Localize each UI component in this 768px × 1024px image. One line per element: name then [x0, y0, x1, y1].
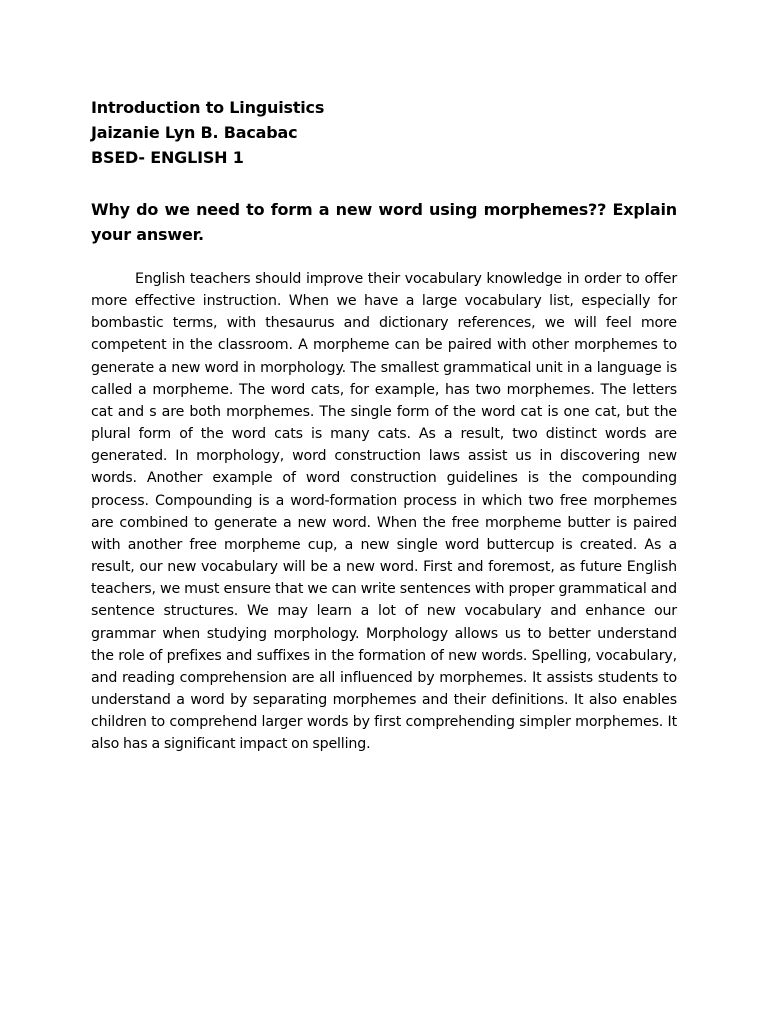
essay-answer: English teachers should improve their vocabulary knowledge in order to offer more effective instruction. When we have a large vocabulary list, especially for bombastic terms, with thesaurus and dictionary references, we will feel more competent in the classroom. A morpheme can be paired with other morphemes to generate a new word in morphology. The smallest grammatical unit in a language is called a morpheme. The word cats, for example, has two morphemes. The letters cat and s are both morphemes. The single form of the word cat is one cat, but the plural form of the word cats is many cats. As a result, two distinct words are generated. In morphology, word construction laws assist us in discovering new words. Another example of word construction guidelines is the compounding process. Compounding is a word-formation process in which two free morphemes are combined to generate a new word. When the free morpheme butter is paired with another free morpheme cup, a new single word buttercup is created. As a result, our new vocabulary will be a new word. First and foremost, as future English teachers, we must ensure that we can write sentences with proper grammatical and sentence structures. We may learn a lot of new vocabulary and enhance our grammar when studying morphology. Morphology allows us to better understand the role of prefixes and suffixes in the formation of new words. Spelling, vocabulary, and reading comprehension are all influenced by morphemes. It assists students to understand a word by separating morphemes and their definitions. It also enables children to comprehend larger words by first comprehending simpler morphemes. It also has a significant impact on spelling. [91, 271, 677, 753]
essay-question: Why do we need to form a new word using morphemes?? Explain your answer. [91, 200, 677, 244]
document-header [91, 95, 691, 170]
course-title: Introduction to Linguistics [91, 98, 325, 117]
author-name: Jaizanie Lyn B. Bacabac [91, 123, 298, 142]
course-section: BSED- ENGLISH 1 [91, 148, 244, 167]
